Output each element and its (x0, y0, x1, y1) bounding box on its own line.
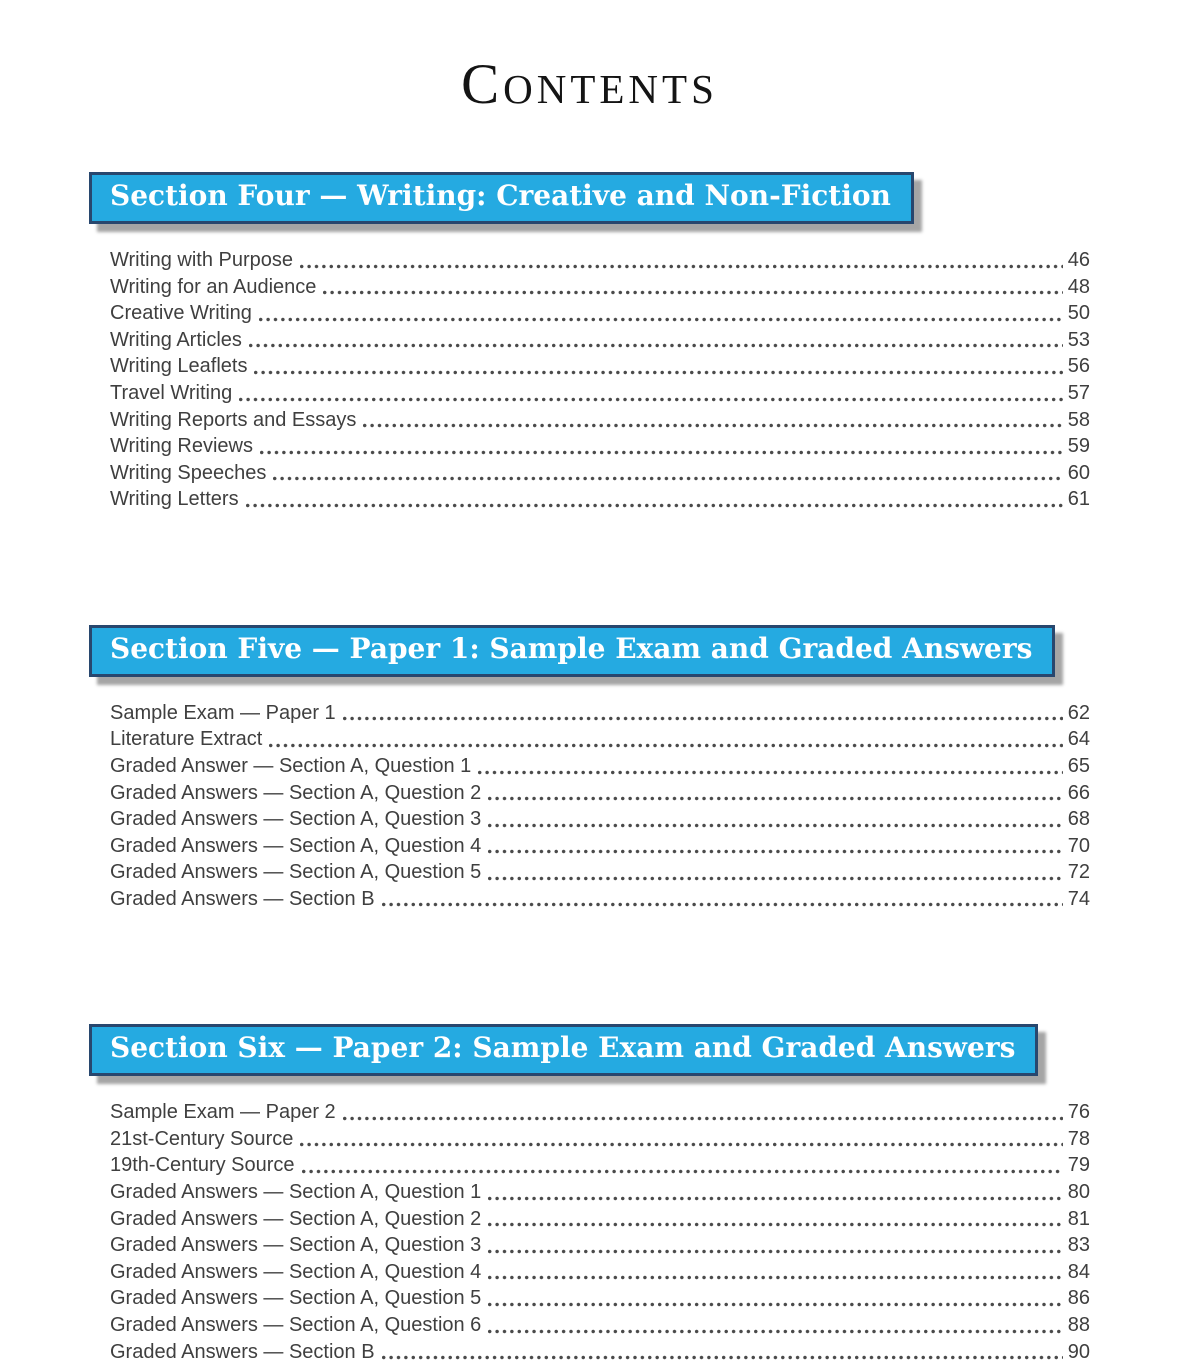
toc-entry-page-number: 86 (1067, 1287, 1090, 1310)
dot-leader (488, 795, 1062, 802)
dot-leader (249, 342, 1063, 349)
dot-leader (300, 1141, 1062, 1148)
toc-entry (110, 1099, 1090, 1126)
toc-entry (110, 407, 1090, 434)
toc-entry-page-number: 50 (1067, 302, 1090, 325)
toc-entry-page-number: 90 (1067, 1340, 1090, 1363)
toc-entry-label: Graded Answers — Section A, Question 5 (110, 861, 482, 884)
toc-entry-label: Graded Answers — Section A, Question 2 (110, 1207, 482, 1230)
toc-entry (110, 1179, 1090, 1206)
toc-entry (110, 886, 1090, 913)
page-title (89, 0, 1090, 114)
toc-entry-page-number: 64 (1067, 728, 1090, 751)
page-title-rest: ONTENTS (503, 66, 718, 112)
dot-leader (488, 1274, 1062, 1281)
toc-entry-page-number: 46 (1067, 248, 1090, 271)
dot-leader (260, 449, 1063, 456)
section-heading-label: Section Four — Writing: Creative and Non-Fiction (110, 179, 891, 213)
toc-entry (110, 327, 1090, 354)
toc-entry-label: Graded Answers — Section B (110, 887, 375, 910)
toc-entry (110, 1339, 1090, 1365)
sections-container (89, 172, 1090, 1365)
toc-entry-page-number: 53 (1067, 328, 1090, 351)
dot-leader (478, 769, 1062, 776)
toc-entry-label: Writing Speeches (110, 461, 267, 484)
toc-entry-page-number: 83 (1067, 1234, 1090, 1257)
dot-leader (488, 1195, 1062, 1202)
toc-entry-page-number: 78 (1067, 1127, 1090, 1150)
toc-entry-label: Writing Articles (110, 328, 242, 351)
toc-entry-page-number: 81 (1067, 1207, 1090, 1230)
dot-leader (363, 422, 1062, 429)
toc-entry-page-number: 57 (1067, 381, 1090, 404)
toc-entry-page-number: 70 (1067, 834, 1090, 857)
toc-entry-label: Literature Extract (110, 728, 263, 751)
toc-entry-label: 21st-Century Source (110, 1127, 294, 1150)
toc-entry-page-number: 61 (1067, 488, 1090, 511)
toc-entry (110, 433, 1090, 460)
toc-entry (110, 1126, 1090, 1153)
toc-entry (110, 380, 1090, 407)
toc-entry (110, 300, 1090, 327)
dot-leader (323, 289, 1062, 296)
toc-entry (110, 1232, 1090, 1259)
dot-leader (382, 901, 1063, 908)
toc-entry-label: Sample Exam — Paper 2 (110, 1101, 336, 1124)
toc-entry-page-number: 56 (1067, 355, 1090, 378)
toc-entry (110, 1312, 1090, 1339)
toc-section (89, 1024, 1090, 1365)
toc-entry (110, 726, 1090, 753)
dot-leader (488, 1301, 1062, 1308)
toc-entry-label: Graded Answers — Section B (110, 1340, 375, 1363)
dot-leader (488, 1221, 1062, 1228)
toc-entry-label: Graded Answers — Section A, Question 5 (110, 1287, 482, 1310)
toc-entry (110, 353, 1090, 380)
page-title-initial: C (461, 53, 504, 116)
toc-entry-label: Writing Letters (110, 488, 239, 511)
dot-leader (488, 848, 1062, 855)
section-heading-banner (89, 1024, 1038, 1076)
toc-entry (110, 1206, 1090, 1233)
toc-entry (110, 247, 1090, 274)
toc-entry (110, 806, 1090, 833)
dot-leader (259, 316, 1063, 323)
toc-entry-page-number: 88 (1067, 1314, 1090, 1337)
toc-entry-label: 19th-Century Source (110, 1154, 295, 1177)
toc-entry (110, 274, 1090, 301)
section-heading-label: Section Six — Paper 2: Sample Exam and Graded Answers (110, 1031, 1016, 1065)
toc-entry (110, 460, 1090, 487)
dot-leader (246, 502, 1063, 509)
toc-entry (110, 486, 1090, 513)
dot-leader (273, 475, 1062, 482)
toc-section (89, 625, 1090, 913)
toc-entry-label: Graded Answers — Section A, Question 4 (110, 1260, 482, 1283)
toc-entry-page-number: 60 (1067, 461, 1090, 484)
toc-entry-page-number: 84 (1067, 1260, 1090, 1283)
section-heading-label: Section Five — Paper 1: Sample Exam and Graded Answers (110, 631, 1033, 665)
toc-list (89, 247, 1090, 513)
toc-entry-label: Writing for an Audience (110, 275, 317, 298)
dot-leader (343, 1115, 1063, 1122)
toc-list (89, 1099, 1090, 1365)
dot-leader (254, 369, 1062, 376)
toc-entry-label: Graded Answers — Section A, Question 3 (110, 1234, 482, 1257)
toc-list (89, 700, 1090, 913)
toc-entry (110, 833, 1090, 860)
toc-entry-label: Graded Answers — Section A, Question 3 (110, 808, 482, 831)
toc-entry-label: Sample Exam — Paper 1 (110, 701, 336, 724)
toc-section (89, 172, 1090, 513)
toc-entry-label: Writing Reviews (110, 435, 253, 458)
toc-entry-label: Creative Writing (110, 302, 252, 325)
dot-leader (488, 1328, 1062, 1335)
dot-leader (239, 396, 1063, 403)
toc-entry-label: Travel Writing (110, 381, 233, 404)
toc-entry-page-number: 80 (1067, 1181, 1090, 1204)
toc-entry (110, 859, 1090, 886)
toc-entry-page-number: 76 (1067, 1101, 1090, 1124)
toc-entry (110, 780, 1090, 807)
toc-entry-label: Graded Answer — Section A, Question 1 (110, 754, 472, 777)
dot-leader (488, 875, 1062, 882)
toc-entry-label: Writing Leaflets (110, 355, 248, 378)
toc-entry-label: Graded Answers — Section A, Question 1 (110, 1181, 482, 1204)
toc-entry-page-number: 79 (1067, 1154, 1090, 1177)
section-heading-banner (89, 625, 1055, 677)
toc-entry-label: Graded Answers — Section A, Question 4 (110, 834, 482, 857)
dot-leader (343, 715, 1063, 722)
dot-leader (300, 263, 1063, 270)
dot-leader (488, 1248, 1062, 1255)
toc-entry-label: Writing with Purpose (110, 248, 294, 271)
toc-entry-page-number: 58 (1067, 408, 1090, 431)
toc-entry (110, 1285, 1090, 1312)
toc-entry-page-number: 66 (1067, 781, 1090, 804)
toc-entry-page-number: 74 (1067, 887, 1090, 910)
toc-entry-page-number: 68 (1067, 808, 1090, 831)
toc-entry-label: Graded Answers — Section A, Question 6 (110, 1314, 482, 1337)
dot-leader (269, 742, 1062, 749)
toc-entry (110, 1259, 1090, 1286)
dot-leader (488, 822, 1062, 829)
toc-entry-page-number: 65 (1067, 754, 1090, 777)
dot-leader (302, 1168, 1063, 1175)
toc-entry-label: Graded Answers — Section A, Question 2 (110, 781, 482, 804)
toc-entry (110, 753, 1090, 780)
section-heading-banner (89, 172, 914, 224)
toc-entry-page-number: 72 (1067, 861, 1090, 884)
toc-entry-label: Writing Reports and Essays (110, 408, 357, 431)
toc-entry (110, 1152, 1090, 1179)
toc-entry (110, 700, 1090, 727)
toc-entry-page-number: 62 (1067, 701, 1090, 724)
toc-entry-page-number: 59 (1067, 435, 1090, 458)
toc-entry-page-number: 48 (1067, 275, 1090, 298)
